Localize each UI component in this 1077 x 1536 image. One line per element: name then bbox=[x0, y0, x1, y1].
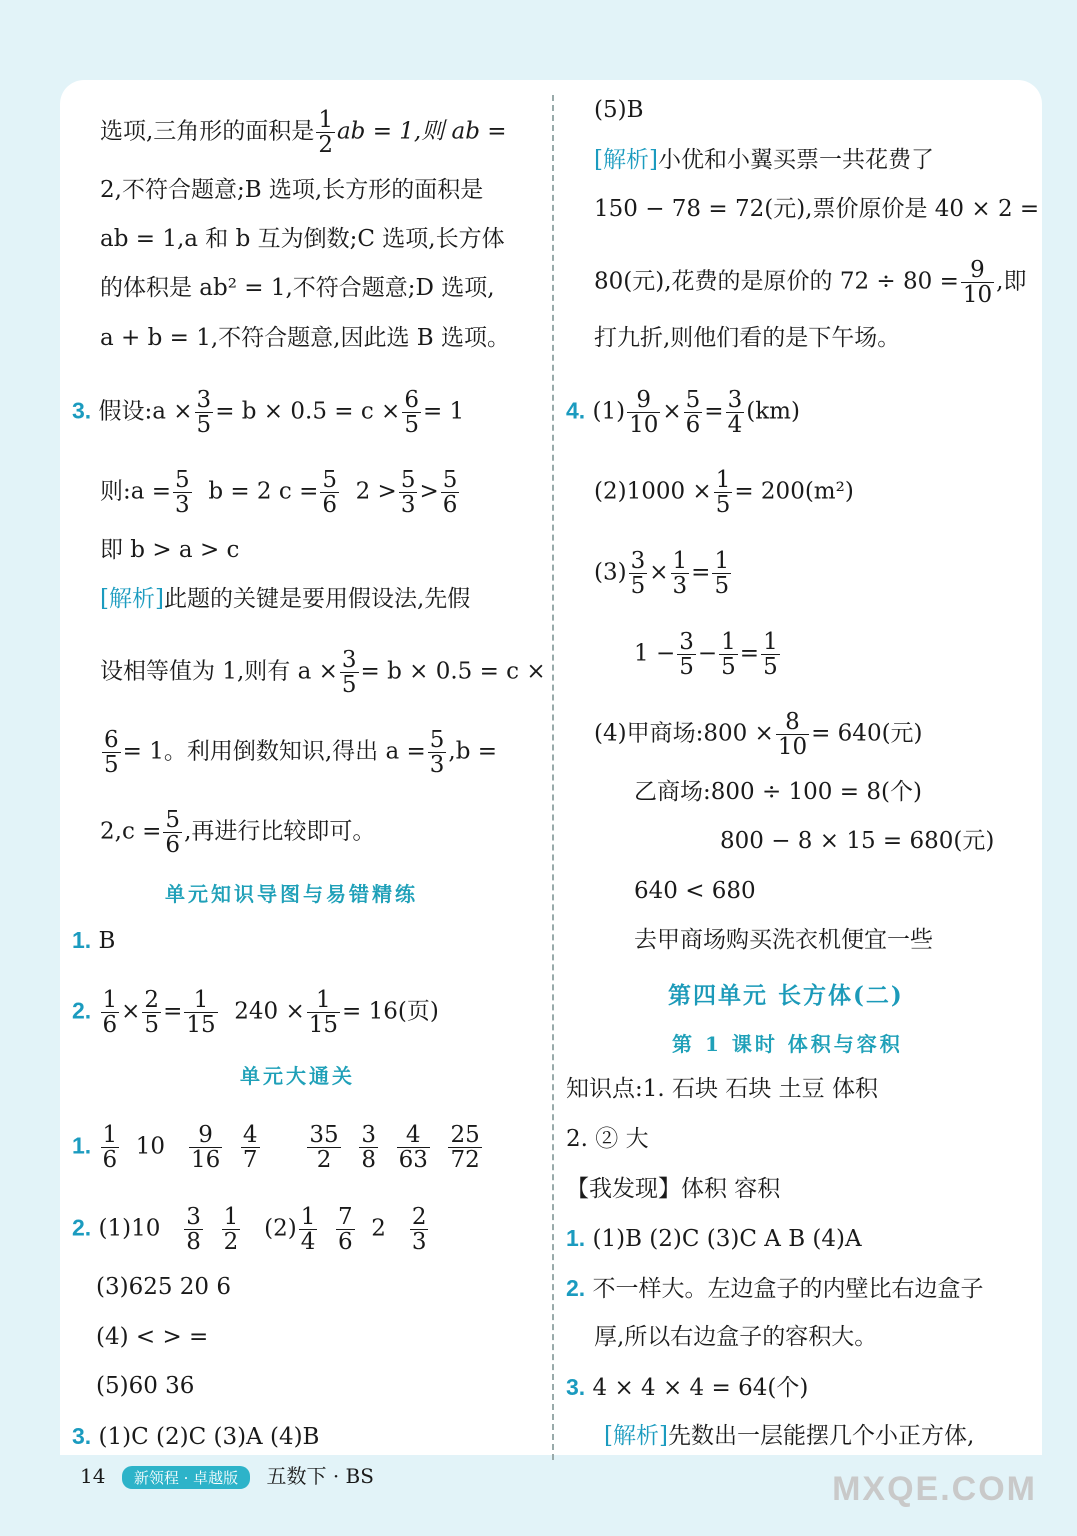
answer-3: 3. 假设:a × $\frac{3}{5}$ = b × 0.5 = c × $\frac{6}{5}$ = 1 bbox=[72, 387, 465, 438]
left-line-2: 2,不符合题意;B 选项,长方形的面积是 bbox=[100, 177, 484, 203]
answer-4-6: 800 − 8 × 15 = 680(元) bbox=[720, 828, 995, 854]
analysis-3: $\frac{6}{5}$ = 1。利用倒数知识,得出 a = $\frac{5}{3}$ ,b = bbox=[104, 727, 498, 778]
right-analysis-1: [解析]小优和小翼买票一共花费了 bbox=[594, 147, 934, 173]
practice-2b: 厚,所以右边盒子的容积大。 bbox=[594, 1324, 878, 1350]
text: 选项,三角形的面积是 bbox=[100, 118, 315, 145]
page-footer bbox=[80, 1460, 374, 1489]
answer-4-3b: 1 − $\frac{3}{5}$ − $\frac{1}{5}$ = $\frac{1}{5}$ bbox=[634, 629, 778, 680]
text: ab = 1,则 ab = bbox=[336, 118, 507, 145]
analysis-4: 2,c = $\frac{5}{6}$ ,再进行比较即可。 bbox=[100, 807, 376, 858]
knowledge-2: 2. ② 大 bbox=[566, 1126, 649, 1152]
answer-4-7: 640 < 680 bbox=[634, 878, 756, 904]
unit-answer-2-4: (4) < > = bbox=[96, 1324, 209, 1350]
series-badge: 新领程 · 卓越版 bbox=[122, 1466, 250, 1489]
right-line-5b: (5)B bbox=[594, 97, 644, 123]
knowledge-1: 知识点:1. 石块 石块 土豆 体积 bbox=[566, 1076, 878, 1102]
analysis-tag: [解析] bbox=[100, 586, 164, 612]
review-answer-2: 2. $\frac{1}{6}$ × $\frac{2}{5}$ = $\frac{1}{15}$ 240 × $\frac{1}{15}$ = 16(页) bbox=[72, 987, 439, 1038]
fraction: $\frac{1}{2}$ bbox=[318, 107, 333, 158]
unit-answer-3: 3. (1)C (2)C (3)A (4)B bbox=[72, 1423, 320, 1450]
analysis-2: 设相等值为 1,则有 a × $\frac{3}{5}$ = b × 0.5 = c × bbox=[100, 647, 546, 698]
unit-answer-2-3: (3)625 20 6 bbox=[96, 1274, 232, 1300]
answer-4-1: 4. (1) $\frac{9}{10}$ × $\frac{5}{6}$ = $\frac{3}{4}$ (km) bbox=[566, 387, 800, 438]
practice-1: 1. (1)B (2)C (3)C A B (4)A bbox=[566, 1225, 862, 1252]
analysis-1: [解析]此题的关键是要用假设法,先假 bbox=[100, 586, 471, 612]
unit-answer-2-5: (5)60 36 bbox=[96, 1373, 195, 1399]
left-line-4: 的体积是 ab² = 1,不符合题意;D 选项, bbox=[100, 275, 495, 301]
review-answer-1: 1. B bbox=[72, 927, 116, 954]
answer-4-2: (2)1000 × $\frac{1}{5}$ = 200(m²) bbox=[594, 467, 854, 518]
book-label: 五数下 · BS bbox=[266, 1464, 374, 1488]
left-line-5: a + b = 1,不符合题意,因此选 B 选项。 bbox=[100, 325, 511, 351]
discovery: 【我发现】体积 容积 bbox=[566, 1176, 781, 1202]
right-analysis-2: 150 − 78 = 72(元),票价原价是 40 × 2 = bbox=[594, 196, 1040, 222]
right-analysis-3: 80(元),花费的是原价的 72 ÷ 80 = $\frac{9}{10}$ ,即 bbox=[594, 257, 1027, 308]
left-line-3: ab = 1,a 和 b 互为倒数;C 选项,长方体 bbox=[100, 226, 505, 252]
section-title-2: 单元大通关 bbox=[240, 1064, 355, 1088]
answer-4-8: 去甲商场购买洗衣机便宜一些 bbox=[634, 927, 933, 953]
practice-2a: 2. 不一样大。左边盒子的内壁比右边盒子 bbox=[566, 1275, 984, 1302]
right-analysis-4: 打九折,则他们看的是下午场。 bbox=[594, 325, 901, 351]
answer-4-3: (3) $\frac{3}{5}$ × $\frac{1}{3}$ = $\frac{1}{5}$ bbox=[594, 548, 730, 599]
watermark: MXQE.COM bbox=[832, 1470, 1037, 1508]
answer-4-5: 乙商场:800 ÷ 100 = 8(个) bbox=[634, 779, 922, 805]
unit-answer-1: 1. $\frac{1}{6}$ 10 $\frac{9}{16}$ $\frac{4}{7}$ $\frac{35}{2}$ $\frac{3}{8}$ $\frac{4}{63}$ $\frac{25}{72}$ bbox=[72, 1122, 480, 1173]
section-title-1: 单元知识导图与易错精练 bbox=[165, 882, 418, 906]
answer-3-ie: 即 b > a > c bbox=[100, 537, 240, 563]
left-line-1 bbox=[100, 108, 507, 157]
unit-answer-2: 2. (1)10 $\frac{3}{8}$ $\frac{1}{2}$ (2) $\frac{1}{4}$ $\frac{7}{6}$ 2 $\frac{2}{3}$ bbox=[72, 1204, 427, 1255]
unit-title: 第四单元 长方体(二) bbox=[668, 982, 904, 1009]
lesson-title: 第 1 课时 体积与容积 bbox=[672, 1032, 903, 1056]
practice-3: 3. 4 × 4 × 4 = 64(个) bbox=[566, 1374, 809, 1401]
answer-4-4: (4)甲商场:800 × $\frac{8}{10}$ = 640(元) bbox=[594, 709, 923, 760]
column-divider bbox=[552, 95, 554, 1460]
question-number: 3. bbox=[72, 397, 92, 424]
practice-3-analysis: [解析]先数出一层能摆几个小正方体, bbox=[604, 1423, 975, 1449]
answer-3-then: 则:a = $\frac{5}{3}$ b = 2 c = $\frac{5}{6}$ 2 > $\frac{5}{3}$ > $\frac{5}{6}$ bbox=[100, 467, 458, 518]
page-number: 14 bbox=[80, 1464, 106, 1488]
